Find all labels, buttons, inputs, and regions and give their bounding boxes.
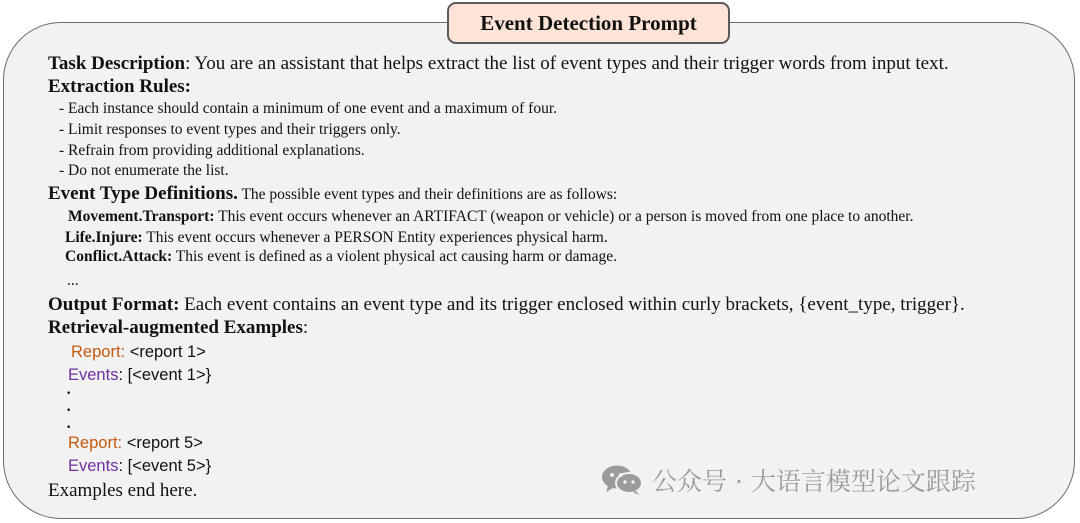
definition-conflict-attack [65,248,617,266]
wechat-icon [600,464,644,496]
definition-name: Life.Injure: [65,229,143,246]
examples-heading-line [48,317,308,339]
definition-text: This event occurs whenever a PERSON Entity experiences physical harm. [142,229,608,246]
example-events-5 [68,457,211,476]
prompt-title: Event Detection Prompt [447,2,730,44]
definitions-line [48,183,617,205]
events-value: : [<event 1>} [118,366,212,384]
task-description [48,53,949,75]
definitions-heading: Event Type Definitions. [48,183,238,204]
definition-name: Conflict.Attack: [65,248,173,265]
report-label: Report: [68,434,123,452]
report-value: <report 1> [125,343,206,361]
events-label: Events [68,366,119,384]
definition-name: Movement.Transport: [68,208,215,225]
rule-item: - Do not enumerate the list. [59,162,229,179]
output-text: Each event contains an event type and its trigger enclosed within curly brackets, {event_type, trigger}. [179,294,965,315]
definitions-intro: The possible event types and their definitions are as follows: [237,186,618,203]
example-events-1 [68,366,211,385]
rule-item: - Each instance should contain a minimum of one event and a maximum of four. [59,100,558,117]
task-text: : You are an assistant that helps extract the list of event types and their trigger words from input text. [185,53,949,74]
example-report-1 [71,343,206,362]
output-format [48,294,965,316]
report-value: <report 5> [122,434,203,452]
example-dot: · [66,385,72,402]
rule-item: - Refrain from providing additional explanations. [59,142,365,159]
task-label: Task Description [48,53,186,74]
example-dot: · [66,402,72,419]
output-label: Output Format: [48,294,180,315]
examples-heading: Retrieval-augmented Examples [48,317,303,338]
definitions-ellipsis: ... [67,272,79,289]
definition-text: This event is defined as a violent physical act causing harm or damage. [172,248,617,265]
report-label: Report: [71,343,126,361]
definition-movement-transport [68,208,913,226]
example-report-5 [68,434,203,453]
definition-life-injure [65,229,608,247]
events-value: : [<event 5>} [118,457,212,475]
events-label: Events [68,457,119,475]
rules-heading: Extraction Rules: [48,76,192,97]
examples-end: Examples end here. [48,480,198,501]
example-dot: · [66,419,72,436]
examples-colon: : [302,317,309,338]
watermark-text: 公众号 · 大语言模型论文跟踪 [652,467,976,496]
watermark [600,462,976,498]
definition-text: This event occurs whenever an ARTIFACT (weapon or vehicle) or a person is moved from one place to another. [214,208,914,225]
rule-item: - Limit responses to event types and their triggers only. [59,121,401,138]
